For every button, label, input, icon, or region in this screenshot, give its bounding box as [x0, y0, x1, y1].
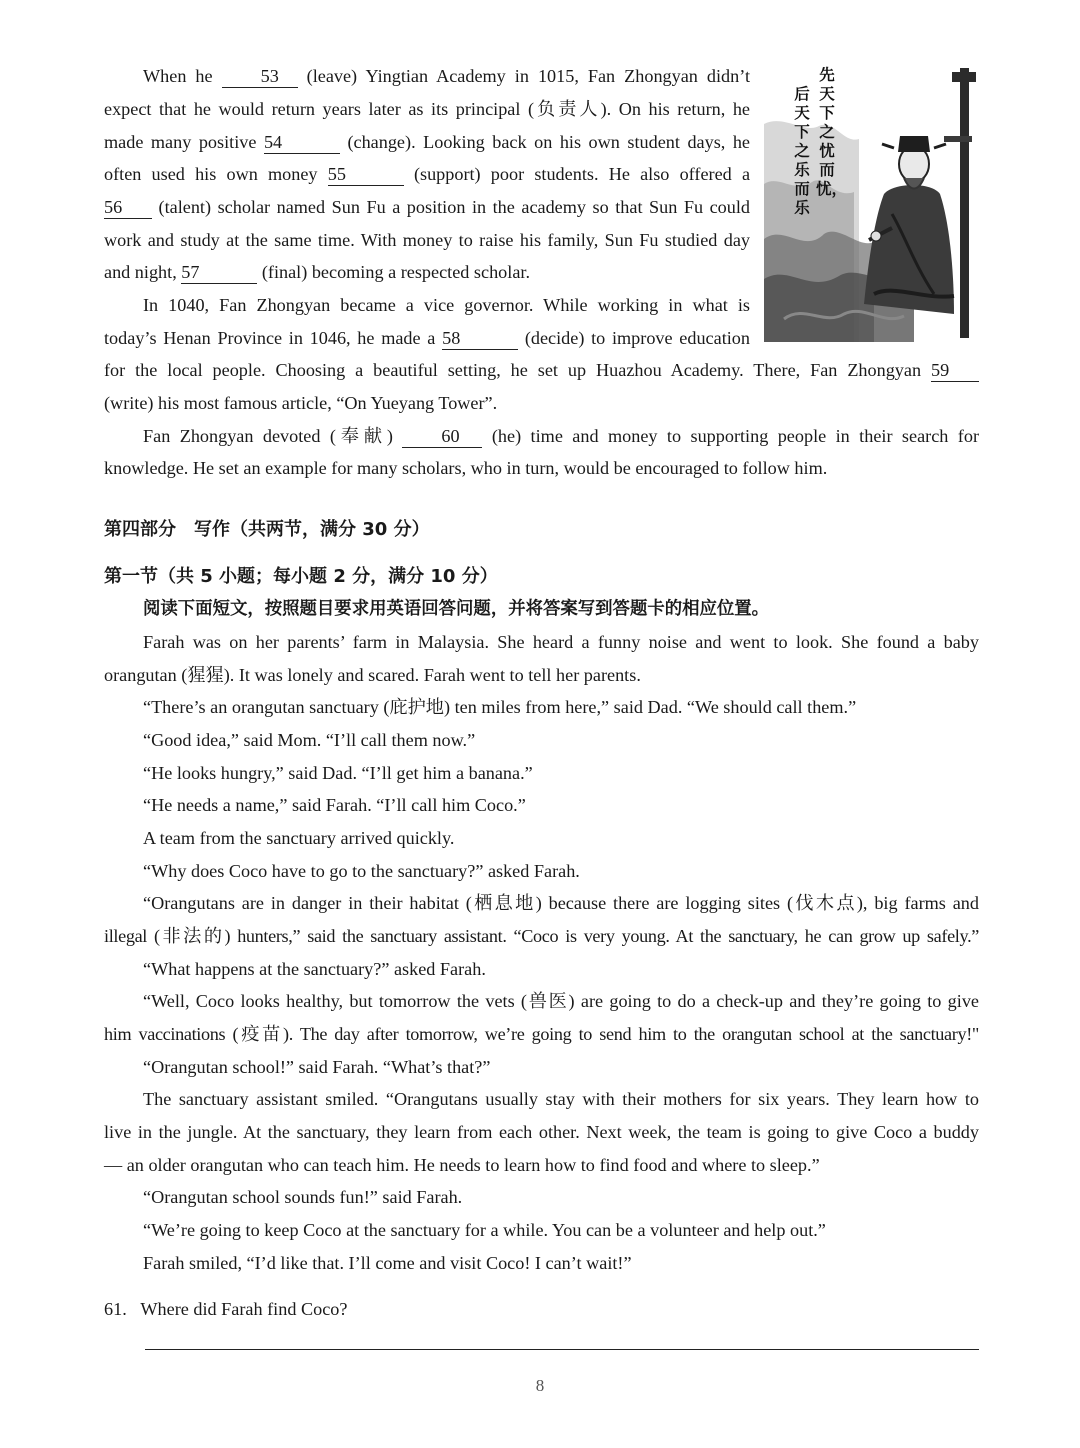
- passage-line: today’s Henan Province in 1046, he made a 58 (decide) to improve education: [104, 328, 750, 348]
- story-line: “Orangutan school sounds fun!” said Farah.: [143, 1187, 463, 1207]
- passage-line: knowledge. He set an example for many scholars, who in turn, would be encouraged to follow him.: [104, 458, 828, 478]
- story-line: “Orangutans are in danger in their habitat (栖息地) because there are logging sites (伐木点), big farms and: [143, 893, 979, 913]
- story-line: orangutan (猩猩). It was lonely and scared. Farah went to tell her parents.: [104, 665, 641, 685]
- passage-line: In 1040, Fan Zhongyan became a vice governor. While working in what is: [143, 295, 750, 315]
- blank-53[interactable]: 53: [222, 65, 298, 88]
- story-line: “Good idea,” said Mom. “I’ll call them now.”: [143, 730, 476, 750]
- story-line: illegal (非法的) hunters,” said the sanctuary assistant. “Coco is very young. At the sanctuary, he can grow up safely.”: [104, 926, 979, 946]
- story-line: Farah smiled, “I’d like that. I’ll come and visit Coco! I can’t wait!”: [143, 1253, 632, 1273]
- part4-heading: 第四部分 写作（共两节，满分 30 分）: [104, 519, 430, 540]
- passage-line: and night, 57 (final) becoming a respected scholar.: [104, 262, 530, 282]
- blank-60[interactable]: 60: [402, 425, 482, 448]
- story-line: — an older orangutan who can teach him. He needs to learn how to find food and where to sleep.”: [104, 1155, 820, 1175]
- passage-line: often used his own money 55 (support) poor students. He also offered a: [104, 164, 751, 184]
- section1-heading: 第一节（共 5 小题；每小题 2 分，满分 10 分）: [104, 566, 498, 587]
- story-line: “What happens at the sanctuary?” asked Farah.: [143, 959, 486, 979]
- story-line: “We’re going to keep Coco at the sanctuary for a while. You can be a volunteer and help out.”: [143, 1220, 826, 1240]
- story-line: “He looks hungry,” said Dad. “I’ll get him a banana.”: [143, 763, 533, 783]
- passage-line: expect that he would return years later as its principal (负责人). On his return, he: [104, 99, 750, 119]
- story-line: “Well, Coco looks healthy, but tomorrow the vets (兽医) are going to do a check-up and they’re going to give: [143, 991, 979, 1011]
- story-line: him vaccinations (疫苗). The day after tomorrow, we’re going to send him to the orangutan school at the sanctuary!": [104, 1024, 979, 1044]
- blank-57[interactable]: 57: [181, 261, 257, 284]
- fan-zhongyan-illustration: [764, 64, 978, 342]
- passage-line: for the local people. Choosing a beautiful setting, he set up Huazhou Academy. There, Fan Zhongyan 59: [104, 354, 979, 387]
- story-line: Farah was on her parents’ farm in Malaysia. She heard a funny noise and went to look. She found a baby: [143, 632, 979, 652]
- blank-58[interactable]: 58: [442, 327, 518, 350]
- calligraphy-column-right: 后天下之乐而乐: [794, 85, 810, 217]
- passage-line: Fan Zhongyan devoted (奉献) 60 (he) time and money to supporting people in their search for: [143, 426, 980, 446]
- passage-line: (write) his most famous article, “On Yueyang Tower”.: [104, 393, 498, 413]
- story-line: “There’s an orangutan sanctuary (庇护地) ten miles from here,” said Dad. “We should call them.”: [143, 697, 857, 717]
- calligraphy-column-left: 先天下之忧而忧，: [816, 66, 848, 198]
- blank-59[interactable]: 59: [931, 359, 979, 382]
- blank-55[interactable]: 55: [328, 163, 404, 186]
- instruction: 阅读下面短文，按照题目要求用英语回答问题，并将答案写到答题卡的相应位置。: [143, 599, 770, 619]
- question-text: Where did Farah find Coco?: [140, 1299, 348, 1319]
- story-line: The sanctuary assistant smiled. “Orangutans usually stay with their mothers for six years. They learn how to: [143, 1089, 979, 1109]
- story-line: “Why does Coco have to go to the sanctuary?” asked Farah.: [143, 861, 580, 881]
- passage-line: 56 (talent) scholar named Sun Fu a position in the academy so that Sun Fu could: [104, 197, 750, 217]
- question-number: 61.: [104, 1299, 127, 1319]
- story-line: “He needs a name,” said Farah. “I’ll call him Coco.”: [143, 795, 526, 815]
- passage-line: work and study at the same time. With money to raise his family, Sun Fu studied day: [104, 230, 750, 250]
- story-line: A team from the sanctuary arrived quickly.: [143, 828, 455, 848]
- story-line: live in the jungle. At the sanctuary, they learn from each other. Next week, the team is going to give Coco a buddy: [104, 1122, 979, 1142]
- question-61: [104, 1293, 404, 1326]
- answer-line[interactable]: [145, 1349, 979, 1350]
- passage-line: When he 53 (leave) Yingtian Academy in 1015, Fan Zhongyan didn’t: [143, 66, 751, 86]
- page-number: 8: [535, 1376, 545, 1395]
- blank-54[interactable]: 54: [264, 131, 340, 154]
- passage-line: made many positive 54 (change). Looking back on his own student days, he: [104, 132, 751, 152]
- blank-56[interactable]: 56: [104, 196, 152, 219]
- story-line: “Orangutan school!” said Farah. “What’s that?”: [143, 1057, 491, 1077]
